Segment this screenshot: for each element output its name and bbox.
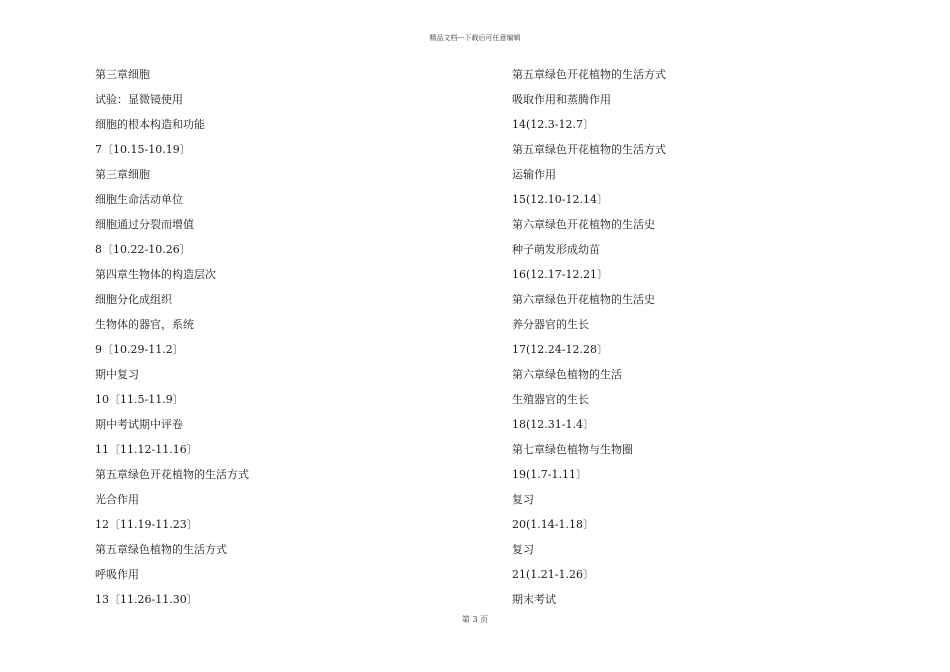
text-line: 期末考试 [512,593,556,606]
text-line: 7〔10.15-10.19〕 [95,143,191,156]
text-line: 第五章绿色开花植物的生活方式 [95,468,249,481]
text-line: 第六章绿色植物的生活 [512,368,622,381]
text-line: 第四章生物体的构造层次 [95,268,216,281]
page-footer: 第 3 页 [461,615,489,624]
text-line: 生殖器官的生长 [512,393,589,406]
text-line: 期中复习 [95,368,139,381]
text-line: 19(1.7-1.11〕 [512,468,587,481]
page-header: 精品文档---下载后可任意编辑 [429,34,521,42]
text-line: 16(12.17-12.21〕 [512,268,608,281]
text-line: 11〔11.12-11.16〕 [95,443,198,456]
text-line: 吸取作用和蒸腾作用 [512,93,611,106]
text-line: 17(12.24-12.28〕 [512,343,608,356]
text-line: 18(12.31-1.4〕 [512,418,594,431]
text-line: 15(12.10-12.14〕 [512,193,608,206]
text-line: 试验：显微镜使用 [95,93,183,106]
text-line: 9〔10.29-11.2〕 [95,343,184,356]
text-line: 生物体的器官，系统 [95,318,194,331]
text-line: 8〔10.22-10.26〕 [95,243,191,256]
text-line: 复习 [512,493,534,506]
text-line: 第三章细胞 [95,68,150,81]
text-line: 第五章绿色植物的生活方式 [95,543,227,556]
text-line: 呼吸作用 [95,568,139,581]
text-line: 第六章绿色开花植物的生活史 [512,218,655,231]
left-column [95,67,249,617]
text-line: 第五章绿色开花植物的生活方式 [512,143,666,156]
text-line: 第五章绿色开花植物的生活方式 [512,68,666,81]
text-line: 20(1.14-1.18〕 [512,518,594,531]
text-line: 复习 [512,543,534,556]
text-line: 运输作用 [512,168,556,181]
text-line: 细胞生命活动单位 [95,193,183,206]
text-line: 第七章绿色植物与生物圈 [512,443,633,456]
right-column [512,67,666,617]
text-line: 13〔11.26-11.30〕 [95,593,198,606]
text-line: 第六章绿色开花植物的生活史 [512,293,655,306]
text-line: 种子萌发形成幼苗 [512,243,600,256]
text-line: 养分器官的生长 [512,318,589,331]
text-line: 光合作用 [95,493,139,506]
text-line: 12〔11.19-11.23〕 [95,518,198,531]
text-line: 14(12.3-12.7〕 [512,118,594,131]
text-line: 10〔11.5-11.9〕 [95,393,184,406]
text-line: 第三章细胞 [95,168,150,181]
text-line: 细胞分化成组织 [95,293,172,306]
text-line: 期中考试期中评卷 [95,418,183,431]
text-line: 细胞的根本构造和功能 [95,118,205,131]
text-line: 细胞通过分裂而增值 [95,218,194,231]
text-line: 21(1.21-1.26〕 [512,568,594,581]
